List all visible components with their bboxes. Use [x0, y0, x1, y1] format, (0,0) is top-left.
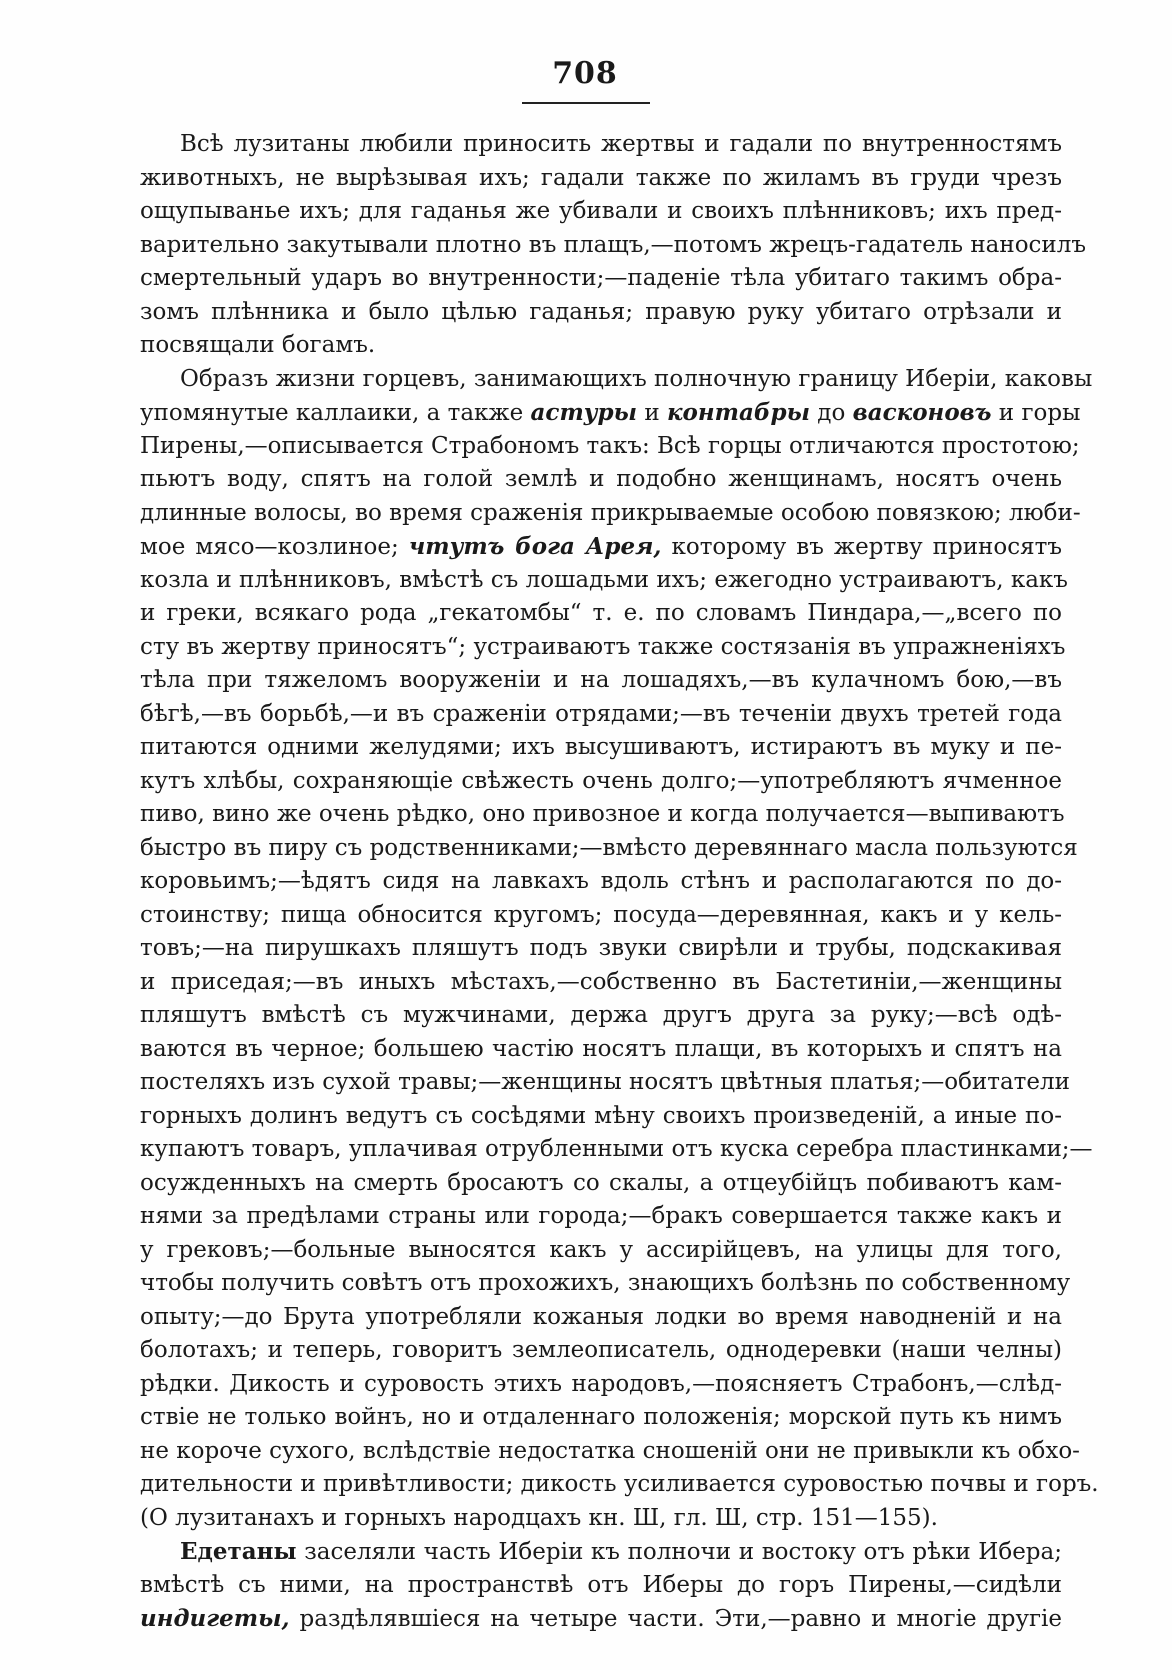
- text-line: болотахъ; и теперь, говоритъ землеописатель, однодеревки (наши челны): [140, 1337, 1062, 1363]
- text-line: (О лузитанахъ и горныхъ народцахъ кн. Ш, гл. Ш, стр. 151—155).: [140, 1504, 938, 1531]
- text-line: варительно закутывали плотно въ плащъ,—потомъ жрецъ-гадатель наносилъ: [140, 231, 1087, 258]
- text-segment: раздѣлявшіеся на четыре части. Эти,—равно и многіе другіе: [289, 1606, 1062, 1632]
- text-line: рѣдки. Дикость и суровость этихъ народовъ,—поясняетъ Страбонъ,—слѣд-: [140, 1370, 1062, 1397]
- text-line: ваются въ черное; большею частію носятъ плащи, въ которыхъ и спятъ на: [140, 1035, 1062, 1062]
- italic-term: чтутъ бога Арея,: [408, 533, 662, 560]
- bold-term: Едетаны: [180, 1538, 297, 1565]
- text-line: Пирены,—описывается Страбономъ такъ: Всѣ горцы отличаются простотою;: [140, 432, 1080, 459]
- text-segment: заселяли часть Иберіи къ полночи и востоку отъ рѣки Ибера;: [296, 1539, 1062, 1565]
- text-line: дительности и привѣтливости; дикость усиливается суровостью почвы и горъ.: [140, 1471, 1099, 1497]
- text-line: горныхъ долинъ ведутъ съ сосѣдями мѣну своихъ произведеній, а иные по-: [140, 1102, 1062, 1129]
- text-line: купаютъ товаръ, уплачивая отрубленными отъ куска серебра пластинками;—: [140, 1136, 1093, 1162]
- page-number: 708: [552, 56, 618, 91]
- italic-term: васконовъ: [852, 399, 992, 426]
- text-segment: упомянутые каллаики, а также: [140, 400, 531, 426]
- text-line: и приседая;—въ иныхъ мѣстахъ,—собственно въ Бастетиніи,—женщины: [140, 968, 1062, 995]
- text-line: [140, 530, 1062, 564]
- text-line: пляшутъ вмѣстѣ съ мужчинами, держа другъ друга за руку;—всѣ одѣ-: [140, 1002, 1062, 1028]
- text-line: тѣла при тяжеломъ вооруженіи и на лошадяхъ,—въ кулачномъ бою,—въ: [140, 667, 1062, 693]
- text-line: кутъ хлѣбы, сохраняющіе свѣжесть очень долго;—употребляютъ ячменное: [140, 767, 1062, 794]
- italic-term: контабры: [666, 399, 810, 426]
- italic-term: астуры: [530, 399, 638, 426]
- text-line: животныхъ, не вырѣзывая ихъ; гадали также по жиламъ въ груди чрезъ: [140, 164, 1062, 191]
- text-line: питаются одними желудями; ихъ высушиваютъ, истираютъ въ муку и пе-: [140, 734, 1062, 760]
- header-rule: [522, 102, 650, 104]
- text-line: Образъ жизни горцевъ, занимающихъ полночную границу Иберіи, каковы: [180, 365, 1093, 392]
- text-segment: и: [637, 400, 667, 426]
- text-line: осужденныхъ на смерть бросаютъ со скалы, а отцеубійцъ побиваютъ кам-: [140, 1169, 1062, 1196]
- text-line: вмѣстѣ съ ними, на пространствѣ отъ Иберы до горъ Пирены,—сидѣли: [140, 1571, 1062, 1598]
- italic-term: индигеты,: [140, 1605, 290, 1632]
- text-line: и греки, всякаго рода „гекатомбы“ т. е. по словамъ Пиндара,—„всего по: [140, 600, 1062, 626]
- text-line: [140, 1535, 1062, 1569]
- text-line: стоинству; пища обносится кругомъ; посуда—деревянная, какъ и у кель-: [140, 901, 1062, 928]
- text-segment: мое мясо—козлиное;: [140, 534, 409, 560]
- text-line: сту въ жертву приносятъ“; устраиваютъ также состязанія въ упражненіяхъ: [140, 633, 1066, 660]
- text-line: товъ;—на пирушкахъ пляшутъ подъ звуки свирѣли и трубы, подскакивая: [140, 935, 1062, 961]
- text-line: [140, 396, 1081, 430]
- text-line: посвящали богамъ.: [140, 332, 376, 358]
- text-line: длинные волосы, во время сраженія прикрываемые особою повязкою; люби-: [140, 499, 1081, 526]
- text-line: смертельный ударъ во внутренности;—паденіе тѣла убитаго такимъ обра-: [140, 265, 1062, 291]
- text-line: нями за предѣлами страны или города;—бракъ совершается также какъ и: [140, 1203, 1062, 1229]
- text-line: бѣгѣ,—въ борьбѣ,—и въ сраженіи отрядами;—въ теченіи двухъ третей года: [140, 700, 1062, 727]
- text-line: ствіе не только войнъ, но и отдаленнаго положенія; морской путь къ нимъ: [140, 1404, 1062, 1430]
- text-line: коровьимъ;—ѣдятъ сидя на лавкахъ вдоль стѣнъ и располагаются по до-: [140, 868, 1062, 894]
- text-line: у грековъ;—больные выносятся какъ у ассирійцевъ, на улицы для того,: [140, 1236, 1062, 1263]
- text-line: постеляхъ изъ сухой травы;—женщины носятъ цвѣтныя платья;—обитатели: [140, 1069, 1070, 1095]
- text-line: быстро въ пиру съ родственниками;—вмѣсто деревяннаго масла пользуются: [140, 834, 1078, 861]
- text-line: чтобы получить совѣтъ отъ прохожихъ, знающихъ болѣзнь по собственному: [140, 1270, 1071, 1296]
- text-line: пьютъ воду, спятъ на голой землѣ и подобно женщинамъ, носятъ очень: [140, 466, 1062, 492]
- text-segment: которому въ жертву приносятъ: [661, 534, 1062, 560]
- text-line: зомъ плѣнника и было цѣлью гаданья; правую руку убитаго отрѣзали и: [140, 298, 1062, 325]
- text-line: опыту;—до Брута употребляли кожаныя лодки во время наводненій и на: [140, 1303, 1062, 1330]
- text-line: ощупыванье ихъ; для гаданья же убивали и своихъ плѣнниковъ; ихъ пред-: [140, 198, 1062, 224]
- text-line: Всѣ лузитаны любили приносить жертвы и гадали по внутренностямъ: [180, 131, 1062, 157]
- text-line: козла и плѣнниковъ, вмѣстѣ съ лошадьми ихъ; ежегодно устраиваютъ, какъ: [140, 566, 1068, 593]
- text-segment: и горы: [991, 400, 1081, 426]
- text-segment: до: [810, 400, 853, 426]
- text-line: не короче сухого, вслѣдствіе недостатка сношеній они не привыкли къ обхо-: [140, 1437, 1080, 1464]
- text-line: [140, 1602, 1062, 1636]
- text-line: пиво, вино же очень рѣдко, оно привозное и когда получается—выпиваютъ: [140, 801, 1065, 827]
- body-text: [140, 128, 1099, 1636]
